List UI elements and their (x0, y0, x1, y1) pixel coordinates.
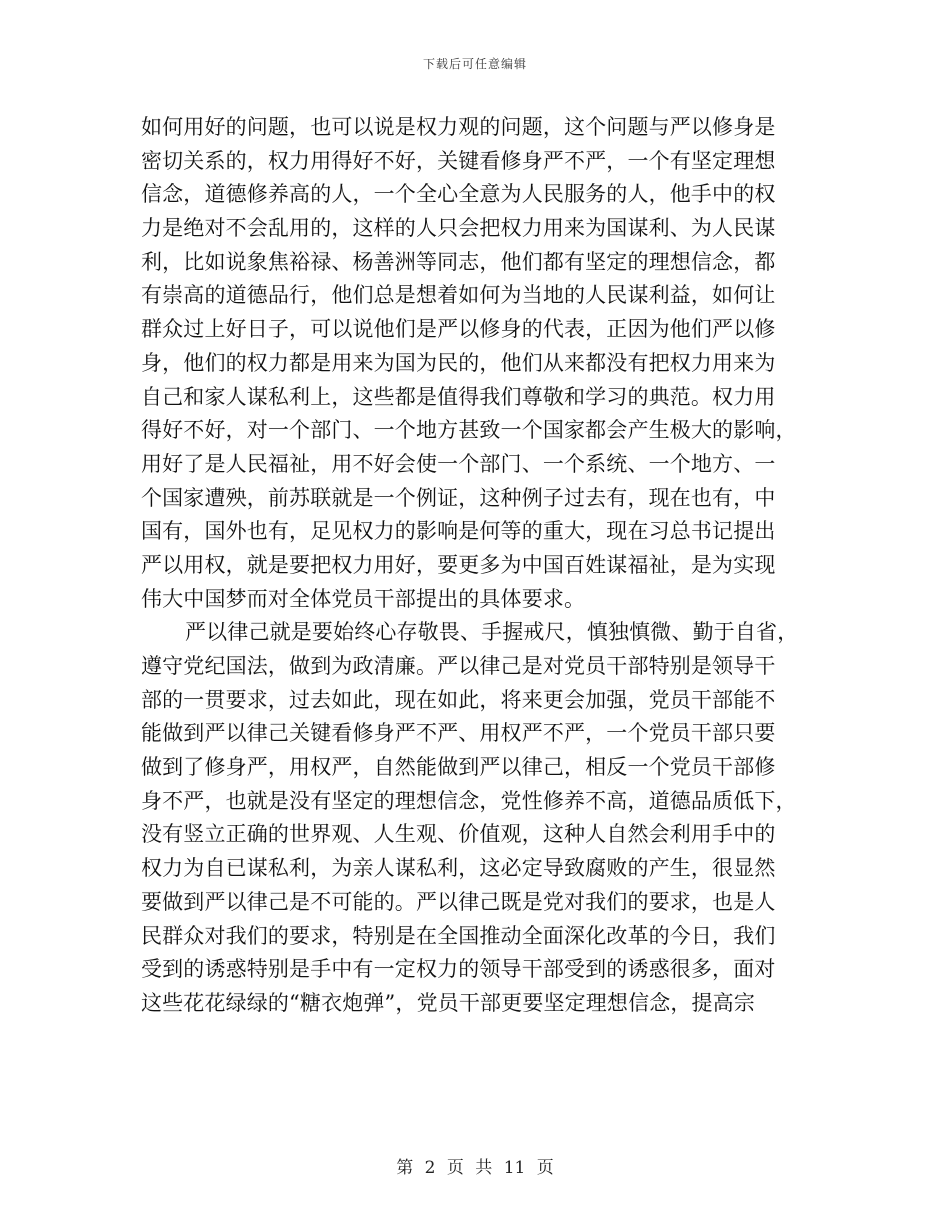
text-line: 遵守党纪国法，做到为政清廉。严以律己是对党员干部特别是领导干 (141, 654, 776, 678)
text-line: 如何用好的问题，也可以说是权力观的问题，这个问题与严以修身是 (141, 115, 776, 139)
text-line: 受到的诱惑特别是手中有一定权力的领导干部受到的诱惑很多，面对 (141, 957, 776, 982)
text-line: 部的一贯要求，过去如此，现在如此，将来更会加强，党员干部能不 (141, 687, 776, 712)
document-body (141, 111, 811, 1021)
text-line: 民群众对我们的要求，特别是在全国推动全面深化改革的今日，我们 (141, 923, 776, 948)
text-line: 做到了修身严，用权严，自然能做到严以律己，相反一个党员干部修 (141, 755, 776, 780)
text-line: 自己和家人谋私利上，这些都是值得我们尊敬和学习的典范。权力用 (141, 384, 776, 409)
text-line: 身不严，也就是没有坚定的理想信念，党性修养不高，道德品质低下， (141, 788, 797, 813)
text-line: 伟大中国梦而对全体党员干部提出的具体要求。 (141, 586, 586, 611)
text-line: 身，他们的权力都是用来为国为民的，他们从来都没有把权力用来为 (141, 350, 776, 375)
text-line: 权力为自已谋私利，为亲人谋私利，这必定导致腐败的产生，很显然 (141, 856, 776, 881)
text-line: 用好了是人民福祉，用不好会使一个部门、一个系统、一个地方、一 (141, 451, 776, 476)
text-line: 利，比如说象焦裕禄、杨善洲等同志，他们都有坚定的理想信念，都 (141, 249, 776, 274)
text-line: 要做到严以律己是不可能的。严以律己既是党对我们的要求，也是人 (141, 889, 776, 914)
paragraph-2 (141, 616, 811, 1020)
text-line: 严以律己就是要始终心存敬畏、手握戒尺，慎独慎微、勤于自省， (185, 620, 799, 645)
text-line: 信念，道德修养高的人，一个全心全意为人民服务的人，他手中的权 (141, 182, 776, 207)
page-header: 下载后可任意编辑 (422, 57, 527, 71)
page-number: 第 2 页 共 11 页 (396, 1158, 554, 1178)
text-line: 有崇高的道德品行，他们总是想着如何为当地的人民谋利益，如何让 (141, 283, 776, 308)
text-line: 严以用权，就是要把权力用好，要更多为中国百姓谋福祉，是为实现 (141, 552, 776, 577)
text-line: 能做到严以律己关键看修身严不严、用权严不严，一个党员干部只要 (141, 721, 776, 746)
text-line: 群众过上好日子，可以说他们是严以修身的代表，正因为他们严以修 (141, 317, 776, 342)
text-line: 这些花花绿绿的“糖衣炮弹”，党员干部更要坚定理想信念，提高宗 (141, 990, 755, 1015)
text-line: 力是绝对不会乱用的，这样的人只会把权力用来为国谋利、为人民谋 (141, 216, 776, 241)
text-line: 得好不好，对一个部门、一个地方甚致一个国家都会产生极大的影响， (141, 418, 797, 443)
text-line: 国有，国外也有，足见权力的影响是何等的重大，现在习总书记提出 (141, 519, 776, 544)
text-line: 密切关系的，权力用得好不好，关键看修身严不严，一个有坚定理想 (141, 148, 776, 173)
text-line: 没有竖立正确的世界观、人生观、价值观，这种人自然会利用手中的 (141, 822, 776, 847)
paragraph-1 (141, 111, 811, 616)
text-line: 个国家遭殃，前苏联就是一个例证，这种例子过去有，现在也有，中 (141, 485, 776, 510)
